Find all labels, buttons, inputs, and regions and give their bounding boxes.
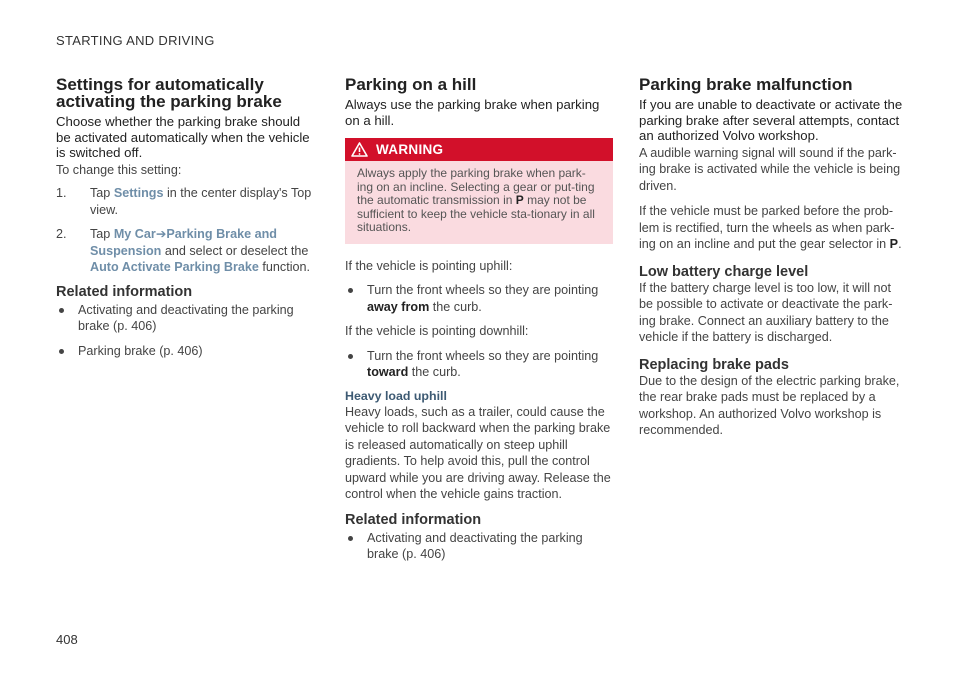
menu-path-my-car: My Car — [113, 227, 156, 241]
bullet-icon — [59, 308, 64, 313]
uphill-list — [345, 282, 613, 315]
warning-signal-text: A audible warning signal will sound if the park-ing brake is activated while the vehicle is being driven. — [639, 145, 901, 193]
low-battery-text: If the battery charge level is too low, it will not be possible to activate or deactivate the park-ing brake. Connect an auxiliary battery to the vehicle if the battery is discharged. — [639, 280, 893, 344]
lead-paragraph: Choose whether the parking brake should be activated automatically when the vehicle is switched off. — [56, 114, 310, 160]
warning-label: WARNING — [376, 142, 444, 157]
lead-paragraph: If you are unable to deactivate or activate the parking brake after several attempts, contact an authorized Volvo workshop. — [639, 97, 903, 143]
bullet-icon — [348, 288, 353, 293]
related-item[interactable]: Parking brake (p. 406) — [56, 343, 318, 360]
column-parking-on-hill — [345, 76, 613, 571]
column-brake-malfunction — [639, 76, 907, 439]
column-auto-parking-brake — [56, 76, 318, 367]
bullet-icon — [59, 349, 64, 354]
bullet-icon — [348, 354, 353, 359]
related-item[interactable]: Activating and deactivating the parking brake (p. 406) — [345, 530, 613, 563]
low-battery-heading: Low battery charge level — [639, 263, 809, 280]
brake-pads-text: Due to the design of the electric parking brake, the rear brake pads must be replaced by a workshop. An authorized Volvo workshop is recommended. — [639, 373, 900, 437]
section-title: Parking brake malfunction — [639, 75, 853, 94]
related-item[interactable]: Activating and deactivating the parking brake (p. 406) — [56, 302, 318, 335]
bullet-icon — [348, 536, 353, 541]
parked-text: If the vehicle must be parked before the prob-lem is rectified, turn the wheels as when park-ing on an incline and put the gear selector in P. — [639, 204, 902, 251]
warning-text: Always apply the parking brake when park-ing on an incline. Selecting a gear or put-ting the automatic transmission in P may not be sufficient to keep the vehicle sta-tionary in all situations. — [357, 166, 595, 235]
menu-path-auto-activate: Auto Activate Parking Brake — [90, 260, 259, 274]
subsection-heading: Heavy load uphill — [345, 388, 447, 403]
section-title: Parking on a hill — [345, 75, 477, 94]
related-heading: Related information — [345, 511, 482, 528]
lead-paragraph: Always use the parking brake when parking on a hill. — [345, 97, 600, 128]
warning-box — [345, 138, 613, 244]
section-title: Settings for automatically activating the parking brake — [56, 75, 282, 111]
heavy-load-text: Heavy loads, such as a trailer, could cause the vehicle to roll backward when the parking brake is released automatically on steep uphill gradients. To help avoid this, pull the control upward while you are driving away. Release the control when the vehicle gains traction. — [345, 404, 611, 502]
page-number: 408 — [56, 632, 78, 647]
step-item: 2. Tap My Car➔Parking Brake and Suspension and select or deselect the Auto Activate Parking Brake function. — [56, 227, 311, 274]
warning-triangle-icon — [351, 142, 368, 157]
related-heading: Related information — [56, 283, 193, 300]
steps-list — [56, 185, 318, 276]
menu-path-parking-brake: Parking Brake and Suspension — [90, 227, 277, 258]
step-item: 1. Tap Settings in the center display's Top view. — [56, 186, 312, 217]
related-list — [345, 530, 613, 563]
intro-text: To change this setting: — [56, 162, 182, 177]
related-list — [56, 302, 318, 360]
menu-path-settings: Settings — [113, 186, 164, 200]
list-item: Turn the front wheels so they are pointing away from the curb. — [345, 282, 613, 315]
brake-pads-heading: Replacing brake pads — [639, 356, 789, 373]
list-item: Turn the front wheels so they are pointing toward the curb. — [345, 348, 613, 381]
arrow-right-icon: ➔ — [155, 227, 167, 241]
section-header: STARTING AND DRIVING — [56, 33, 215, 48]
downhill-list — [345, 348, 613, 381]
warning-header — [345, 138, 613, 161]
downhill-intro: If the vehicle is pointing downhill: — [345, 324, 529, 339]
uphill-intro: If the vehicle is pointing uphill: — [345, 258, 513, 273]
